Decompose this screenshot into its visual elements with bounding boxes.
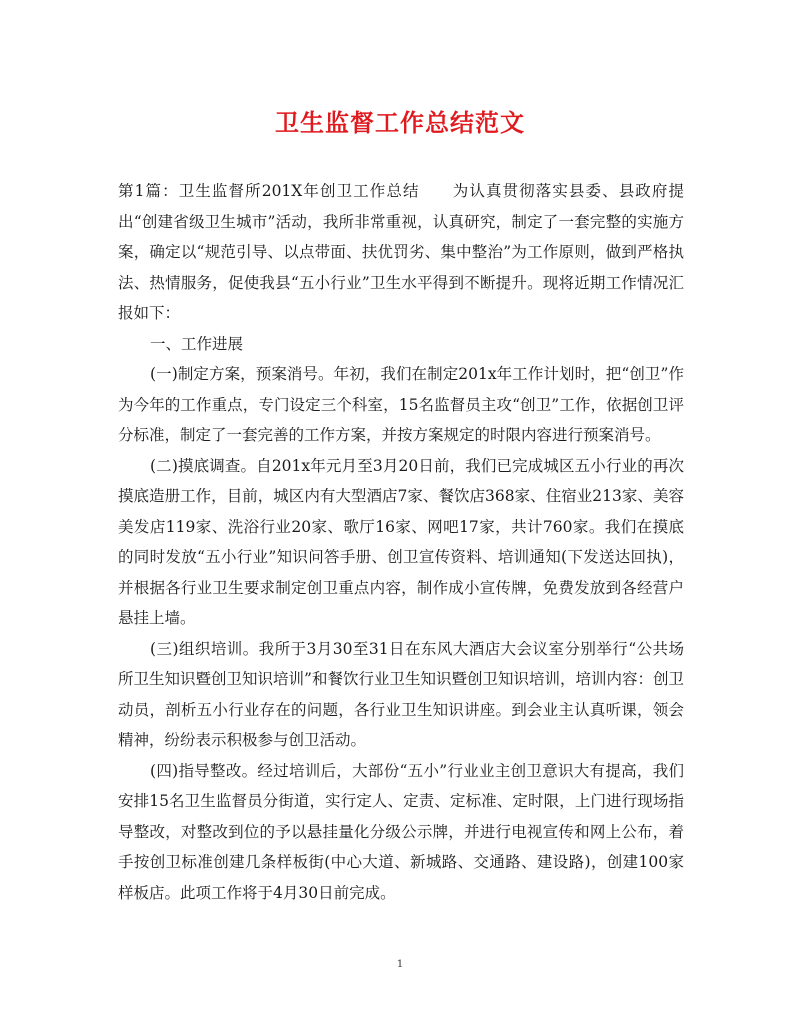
page-number: 1 [396, 959, 404, 970]
paragraph-item-2: (二)摸底调查。自201x年元月至3月20日前，我们已完成城区五小行业的再次摸底造册工作，目前，城区内有大型酒店7家、餐饮店368家、住宿业213家、美容美发店119家、洗浴行业20家、歌厅16家、网吧17家，共计760家。我们在摸底的同时发放“五小行业”知识问答手册、创卫宣传资料、培训通知(下发送达回执)，并根据各行业卫生要求制定创卫重点内容，制作成小宣传牌，免费发放到各经营户悬挂上墙。 [118, 456, 684, 627]
paragraph-item-3: (三)组织培训。我所于3月30至31日在东风大酒店大会议室分别举行“公共场所卫生知识暨创卫知识培训”和餐饮行业卫生知识暨创卫知识培训，培训内容：创卫动员，剖析五小行业存在的问题，各行业卫生知识讲座。到会业主认真听课，领会精神，纷纷表示积极参与创卫活动。 [118, 639, 684, 749]
paragraph-intro: 第1篇：卫生监督所201X年创卫工作总结 为认真贯彻落实县委、县政府提出“创建省级卫生城市”活动，我所非常重视，认真研究，制定了一套完整的实施方案，确定以“规范引导、以点带面、扶优罚劣、集中整治”为工作原则，做到严格执法、热情服务，促使我县“五小行业”卫生水平得到不断提升。现将近期工作情况汇报如下： [118, 182, 684, 322]
document-title: 卫生监督工作总结范文 [275, 108, 525, 137]
section-heading: 一、工作进展 [150, 334, 244, 353]
paragraph-item-4: (四)指导整改。经过培训后，大部份“五小”行业业主创卫意识大有提高，我们安排15名卫生监督员分街道，实行定人、定责、定标准、定时限，上门进行现场指导整改，对整改到位的予以悬挂量化分级公示牌，并进行电视宣传和网上公布，着手按创卫标准创建几条样板街(中心大道、新城路、交通路、建设路)，创建100家样板店。此项工作将于4月30日前完成。 [118, 761, 684, 902]
paragraph-item-1: (一)制定方案，预案消号。年初，我们在制定201x年工作计划时，把“创卫”作为今年的工作重点，专门设定三个科室，15名监督员主攻“创卫”工作，依据创卫评分标准，制定了一套完善的工作方案，并按方案规定的时限内容进行预案消号。 [118, 365, 684, 444]
document-body [118, 176, 684, 908]
